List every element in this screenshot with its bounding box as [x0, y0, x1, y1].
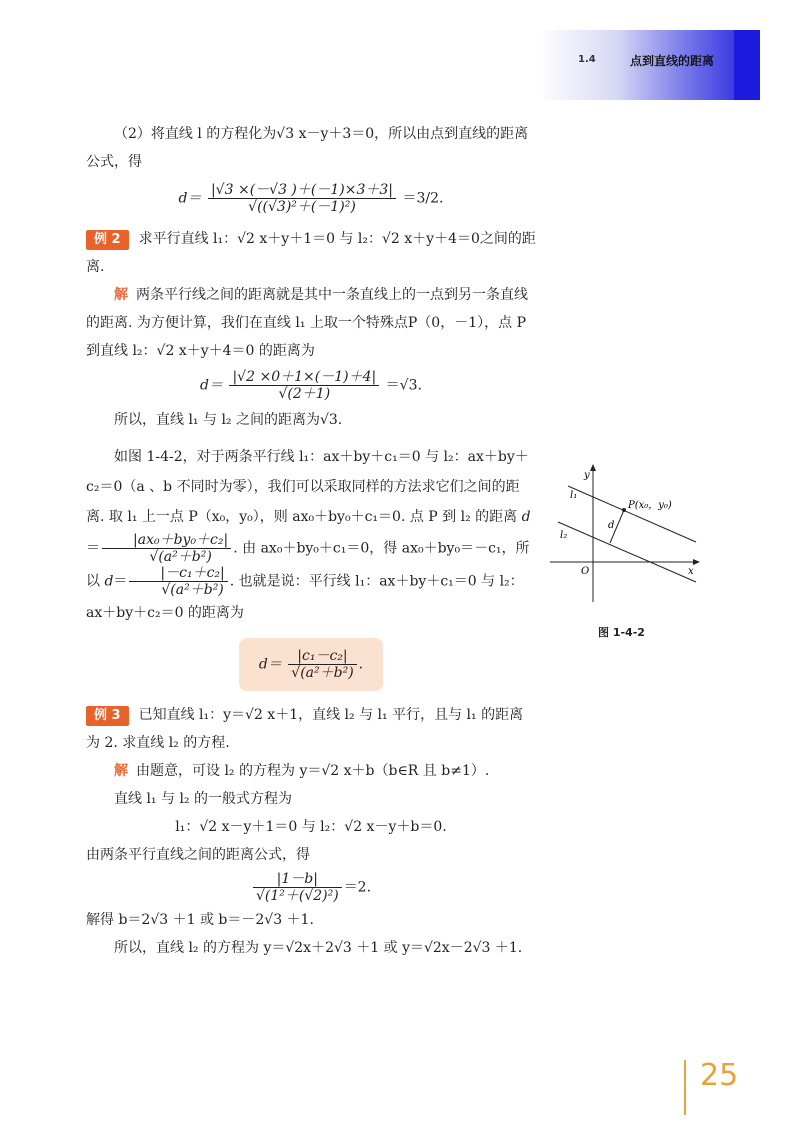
solution-2-label: 解 — [114, 287, 128, 303]
eq1-lhs: d＝ — [178, 190, 202, 207]
solution-3-t5: 解得 b＝2√3 ＋1 或 b＝－2√3 ＋1. — [86, 912, 314, 928]
solution-3-t6: 所以，直线 l₂ 的方程为 y＝√2x＋2√3 ＋1 或 y＝√2x－2√3 ＋1. — [114, 940, 523, 956]
general-frac1-den: √(a²＋b²) — [149, 549, 212, 565]
example-2-text: 求平行直线 l₁：√2 x＋y＋1＝0 与 l₂：√2 x＋y＋4＝0之间的距离. — [86, 231, 536, 275]
eq1-fraction — [208, 182, 396, 215]
figure-parallel-lines — [548, 462, 708, 612]
paragraph-part2: （2）将直线 l 的方程化为√3 x－y＋3＝0，所以由点到直线的距离公式，得 — [86, 126, 529, 170]
y-axis-arrow — [590, 464, 596, 471]
eq3-rhs: ＝2. — [343, 879, 372, 896]
eq2-lhs: d＝ — [200, 377, 224, 394]
boxed-formula-row — [86, 638, 536, 691]
boxed-end: . — [358, 656, 364, 673]
example-3-text: 已知直线 l₁：y＝√2 x＋1，直线 l₂ 与 l₁ 平行，且与 l₁ 的距离为 2. 求直线 l₂ 的方程. — [86, 707, 524, 751]
solution-3-t2: 直线 l₁ 与 l₂ 的一般式方程为 — [114, 791, 292, 807]
eq3-numerator: |1－b| — [253, 871, 342, 888]
boxed-denominator: √(a²＋b²) — [291, 665, 354, 681]
solution-3-t4: 由两条平行直线之间的距离公式，得 — [86, 847, 310, 863]
eq3-fraction — [253, 871, 342, 904]
boxed-lhs: d＝ — [258, 656, 282, 673]
solution-3-label: 解 — [114, 763, 128, 779]
general-frac2-num: |－c₁＋c₂| — [129, 565, 227, 582]
solution-3-t1: 由题意，可设 l₂ 的方程为 y＝√2 x＋b（b∈R 且 b≠1）. — [136, 763, 490, 779]
example-2-label: 例 2 — [86, 230, 129, 250]
eq2-rhs: ＝√3. — [385, 377, 422, 394]
running-header — [540, 30, 760, 100]
solution-2-text: 两条平行线之间的距离就是其中一条直线上的一点到另一条直线的距离. 为方便计算，我们在直线 l₁ 上取一个特殊点P（0，－1），点 P 到直线 l₂：√2 x＋y＋4＝0 的距离为 — [86, 287, 528, 359]
header-corner-block — [734, 30, 760, 100]
eq1-rhs: ＝3/2. — [402, 190, 444, 207]
eq1-denominator: √((√3)²＋(－1)²) — [248, 199, 356, 215]
figure-caption: 图 1-4-2 — [598, 626, 645, 639]
x-label: x — [688, 566, 694, 577]
eq1-numerator: |√3 ×(－√3 )＋(－1)×3＋3| — [208, 182, 396, 199]
conclusion-2: 所以，直线 l₁ 与 l₂ 之间的距离为√3. — [114, 412, 343, 428]
solution-3-line1 — [86, 757, 536, 785]
equation-2 — [86, 369, 536, 402]
point-p-label: P(x₀，y₀) — [628, 500, 672, 511]
section-title: 点到直线的距离 — [630, 54, 715, 68]
boxed-distance-formula — [239, 638, 383, 691]
solution-2 — [86, 281, 536, 365]
l1-label: l₁ — [570, 490, 578, 501]
y-label: y — [584, 470, 590, 481]
point-p — [622, 508, 626, 512]
general-derivation: 如图 1-4-2，对于两条平行线 l₁：ax＋by＋c₁＝0 与 l₂：ax＋by＋c₂＝0（a 、b 不同时为零），我们可以采取同样的方法求它们之间的距离. 取 l₁ 上一点 P（x₀，y₀），则 ax₀＋by₀＋c₁＝0. 点 P 到 l₂ 的距离 d＝ $\frac{\text{|ax₀＋by₀＋c₂|}}{\text{√(a²＋b²)}}$ . 由 ax₀＋by₀＋c₁＝0，得 ax₀＋by₀＝－c₁，所以 d＝ $\frac{\text{|－c₁＋c₂|}}{\text{√(a²＋b²)}}$ . 也就是说：平行线 l₁：ax＋by＋c₁＝0 与 l₂：ax＋by＋c₂＝0 的距离为 — [86, 449, 531, 621]
eq3-denominator: √(1²＋(√2)²) — [255, 888, 339, 904]
page-number: 25 — [700, 1058, 739, 1093]
example-3 — [86, 701, 536, 757]
equation-3 — [86, 871, 536, 904]
eq2-denominator: √(2＋1) — [278, 386, 331, 402]
solution-3-t3: l₁：√2 x－y＋1＝0 与 l₂：√2 x－y＋b＝0. — [175, 819, 447, 835]
line-l1 — [568, 486, 696, 542]
d-label: d — [608, 520, 615, 531]
general-frac1-num: |ax₀＋by₀＋c₂| — [102, 532, 231, 549]
l2-label: l₂ — [560, 530, 568, 541]
general-frac2-den: √(a²＋b²) — [161, 582, 224, 598]
general-p1: 如图 1-4-2，对于两条平行线 l₁：ax＋by＋c₁＝0 与 l₂：ax＋by＋c₂＝0（a 、b 不同时为零），我们可以采取同样的方法求它们之间的距离. 取 l₁ 上一点 P（x₀，y₀），则 ax₀＋by₀＋c₁＝0. 点 P 到 l₂ 的距离 — [86, 449, 529, 525]
boxed-fraction — [288, 648, 356, 681]
general-p3: . 也就是说：平行线 l₁：ax＋by＋c₁＝0 与 l₂：ax＋by＋c₂＝0 的距离为 — [86, 573, 524, 621]
page-number-rule — [684, 1060, 686, 1115]
general-frac2 — [129, 565, 227, 598]
equation-1 — [86, 182, 536, 215]
page-body — [86, 120, 536, 962]
section-number: 1.4 — [578, 54, 596, 65]
general-frac1 — [102, 532, 231, 565]
boxed-numerator: |c₁－c₂| — [288, 648, 356, 665]
eq2-fraction — [229, 369, 379, 402]
eq2-numerator: |√2 ×0＋1×(－1)＋4| — [229, 369, 379, 386]
example-3-label: 例 3 — [86, 706, 129, 726]
x-axis-arrow — [693, 559, 700, 565]
general-p2: . 由 ax₀＋by₀＋c₁＝0，得 ax₀＋by₀＝－c₁，所以 — [86, 540, 530, 590]
line-l2 — [558, 522, 696, 582]
example-2 — [86, 225, 536, 281]
origin-label: O — [581, 566, 590, 577]
